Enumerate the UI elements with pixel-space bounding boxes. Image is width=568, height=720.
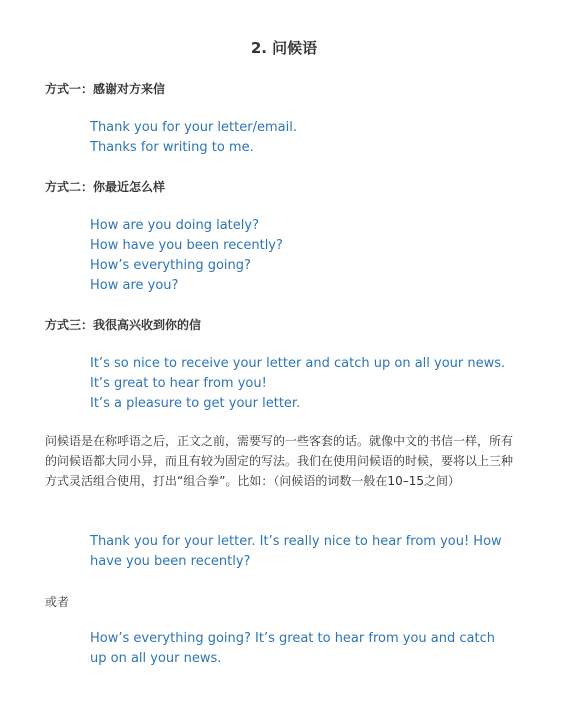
method-2-phrase-list — [90, 216, 283, 296]
phrase-line: It’s great to hear from you! — [90, 376, 267, 391]
explanation-paragraph: 问候语是在称呼语之后，正文之前，需要写的一些客套的话。就像中文的书信一样，所有的问候语都大同小异，而且有较为固定的写法。我们在使用问候语的时候，要将以上三种方式灵活组合使用，打出“组合拳”。比如：（问候语的词数一般在10–15之间） — [45, 434, 514, 488]
example-combination-2: How’s everything going? It’s great to hear from you and catch up on all your news. — [90, 631, 495, 666]
section-heading-method-3: 方式三：我很高兴收到你的信 — [45, 318, 202, 332]
method-3-phrase-list — [90, 354, 505, 414]
phrase-line: Thanks for writing to me. — [90, 140, 254, 155]
page-title: 2. 问候语 — [250, 39, 318, 57]
section-heading-method-2: 方式二：你最近怎么样 — [45, 180, 166, 194]
phrase-line: How have you been recently? — [90, 238, 283, 253]
phrase-line: How are you doing lately? — [90, 218, 259, 233]
section-heading-method-1: 方式一：感谢对方来信 — [45, 82, 166, 96]
phrase-line: It’s so nice to receive your letter and catch up on all your news. — [90, 356, 506, 371]
method-1-phrase-list — [90, 118, 297, 158]
phrase-line: How are you? — [90, 278, 179, 293]
phrase-line: It’s a pleasure to get your letter. — [90, 396, 301, 411]
phrase-line: Thank you for your letter/email. — [90, 120, 297, 135]
or-label: 或者 — [45, 595, 70, 609]
example-combination-1: Thank you for your letter. It’s really nice to hear from you! How have you been recently? — [90, 534, 502, 569]
phrase-line: How’s everything going? — [90, 258, 251, 273]
